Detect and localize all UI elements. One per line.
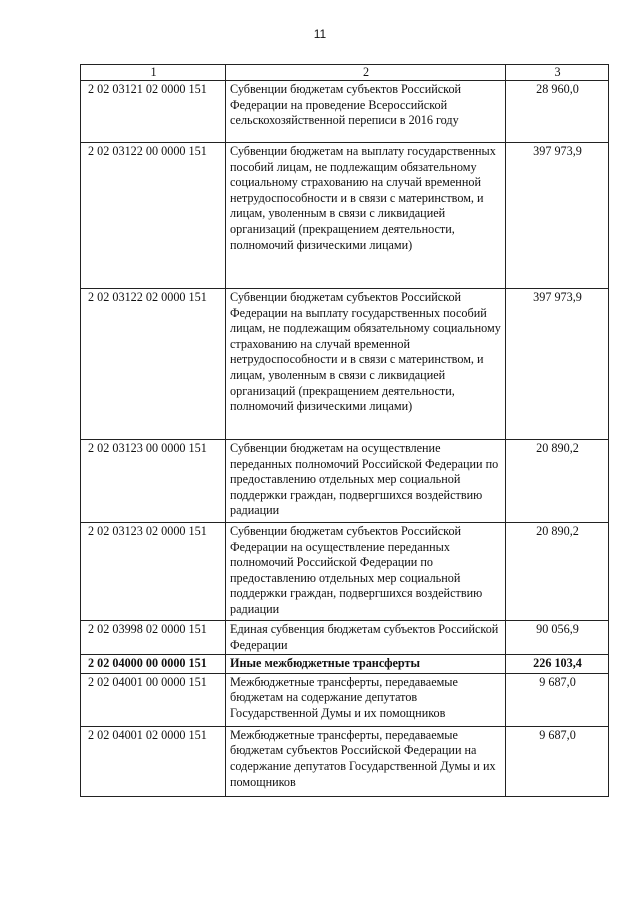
budget-code-cell: 2 02 03123 02 0000 151: [81, 523, 226, 621]
amount-cell: 397 973,9: [506, 289, 609, 440]
table-row-subtotal: [81, 655, 609, 674]
amount-cell: 397 973,9: [506, 143, 609, 289]
table-row: [81, 143, 609, 289]
column-header-amount: 3: [506, 65, 609, 81]
budget-code-cell: 2 02 03123 00 0000 151: [81, 440, 226, 523]
revenue-name-cell: Субвенции бюджетам на осуществление переданных полномочий Российской Федерации по предоставлению отдельных мер социальной поддержки граждан, подвергшихся воздействию радиации: [226, 440, 506, 523]
table-row: [81, 289, 609, 440]
column-header-name: 2: [226, 65, 506, 81]
budget-code-cell: 2 02 04001 00 0000 151: [81, 673, 226, 726]
budget-code-cell: 2 02 03121 02 0000 151: [81, 81, 226, 143]
budget-code-cell: 2 02 03122 00 0000 151: [81, 143, 226, 289]
table-row: [81, 440, 609, 523]
amount-cell: 28 960,0: [506, 81, 609, 143]
budget-code-cell: 2 02 03998 02 0000 151: [81, 621, 226, 655]
amount-cell: 9 687,0: [506, 726, 609, 796]
revenue-name-cell: Субвенции бюджетам на выплату государственных пособий лицам, не подлежащим обязательному социальному страхованию на случай временной нетрудоспособности и в связи с материнством, и лицам, уволенным в связи с ликвидацией организаций (прекращением деятельности, полномочий физическими лицами): [226, 143, 506, 289]
revenue-name-cell: Межбюджетные трансферты, передаваемые бюджетам на содержание депутатов Государственной Думы и их помощников: [226, 673, 506, 726]
revenue-name-cell: Субвенции бюджетам субъектов Российской Федерации на проведение Всероссийской сельскохозяйственной переписи в 2016 году: [226, 81, 506, 143]
table-row: [81, 673, 609, 726]
revenue-name-cell: Межбюджетные трансферты, передаваемые бюджетам субъектов Российской Федерации на содержание депутатов Государственной Думы и их помощников: [226, 726, 506, 796]
column-number-header-row: [81, 65, 609, 81]
table-row: [81, 726, 609, 796]
table-row: [81, 621, 609, 655]
revenue-name-cell: Единая субвенция бюджетам субъектов Российской Федерации: [226, 621, 506, 655]
amount-cell: 90 056,9: [506, 621, 609, 655]
amount-cell: 9 687,0: [506, 673, 609, 726]
column-header-code: 1: [81, 65, 226, 81]
page-number: 11: [313, 27, 327, 41]
table-row: [81, 523, 609, 621]
revenue-name-cell: Субвенции бюджетам субъектов Российской Федерации на выплату государственных пособий лицам, не подлежащим обязательному социальному страхованию на случай временной нетрудоспособности и в связи с материнством, и лицам, уволенным в связи с ликвидацией организаций (прекращением деятельности, полномочий физическими лицами): [226, 289, 506, 440]
budget-code-cell: 2 02 03122 02 0000 151: [81, 289, 226, 440]
budget-code-cell: 2 02 04000 00 0000 151: [81, 655, 226, 674]
table-row: [81, 81, 609, 143]
budget-code-cell: 2 02 04001 02 0000 151: [81, 726, 226, 796]
budget-revenue-table: [80, 64, 609, 797]
amount-cell: 20 890,2: [506, 440, 609, 523]
amount-cell: 226 103,4: [506, 655, 609, 674]
amount-cell: 20 890,2: [506, 523, 609, 621]
revenue-name-cell: Субвенции бюджетам субъектов Российской Федерации на осуществление переданных полномочий Российской Федерации по предоставлению отдельных мер социальной поддержки граждан, подвергшихся воздействию радиации: [226, 523, 506, 621]
revenue-name-cell: Иные межбюджетные трансферты: [226, 655, 506, 674]
